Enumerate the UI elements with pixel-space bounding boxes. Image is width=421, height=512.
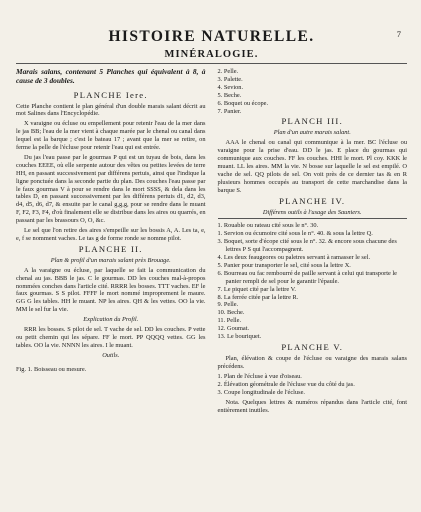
list-item: 11. Pelle.: [217, 317, 242, 325]
plate-3-paragraph: AAA le chenal ou canal qui communique à la mer. BC l'écluse ou varaigne pour la prise d'eau. DD le jas. E place du gourmas qui communique aux couches. FF les couches. HHI le mort. Pl coy. KKK le muant. LL les aires. MM la vie. N bosse sur laquelle le sel est empilé. O vache de sel. QQ pilots de sel. On voit près de ce dernier tas & en R plusieurs hommes occupés au transport de cette marchandise dans la barque S.: [217, 139, 407, 194]
section-title: MINÉRALOGIE.: [164, 49, 259, 60]
list-item: 2. Élévation géométrale de l'écluse vue du côté du jas.: [217, 380, 355, 388]
right-column: [218, 68, 408, 417]
list-item: 6. Boquet ou écope.: [217, 99, 269, 107]
plate-5-note: Nota. Quelques lettres & numéros répandus dans l'article cité, font entièrement inutiles.: [217, 399, 407, 415]
page-title: HISTOIRE NATURELLE.: [108, 28, 315, 45]
intro-paragraph: Marais salans, contenant 5 Planches qui équivalent à 8, à cause de 3 doubles.: [16, 67, 206, 85]
plate-1-paragraph: Du jas l'eau passe par le gourmas P qui est un tuyau de bois, dans les couches EEEE, où elle serpente autour des vêtes ou petites levées de terre HH, en passant successivement par différens pertuis, ainsi que l'indique la ligne ponctuée dans la seconde partie du plan. Des couches l'eau passe par le faux gourmas V à pour se rendre dans le mort SSSS, & dela dans les tables D, en passant successivement par les différens pertuis d1, d2, d3, d4, d5, d6, d7, & ensuite par le canal g,g,g, pour se rendre dans le muant F, F2, F3, F4, d'où finalement elle se distribue dans les aires ou quarrés, en passant par les brassours O, O, &c.: [16, 153, 206, 225]
list-item: 13. Le bouriquet.: [217, 333, 262, 341]
tool-list-continued: [218, 68, 408, 115]
list-item: 5. Panier pour transporter le sel, cité sous la lettre X.: [217, 261, 351, 269]
plate-2-paragraph: A la varaigne ou écluse, par laquelle se fait la communication du chenal au jas. BBB le jas. C le gourmas. DD les couches mal-à-propos nommées conches dans l'article cité. RRRR les bosses. TTT vaches. EF le faux gourmas. S S pilot. FFFF le mort nommé improprement le maure. GG G les tables. HH le muant. NP les aires. QH & les vettes. OO la vie. MM le sel fur la vie.: [16, 266, 206, 314]
list-item: 1. Rouable ou rateau cité sous le n°. 30.: [217, 222, 319, 230]
list-item: 12. Goumat.: [217, 325, 250, 333]
two-column-body: [16, 68, 407, 417]
plate-1-paragraph: Cette Planche contient le plan général d'un double marais salant décrit au mot Salines dans l'Encyclopédie.: [16, 102, 206, 118]
list-item: 3. Palette.: [217, 75, 243, 83]
profile-explanation-paragraph: RRR les bosses. S pilot de sel. T vache de sel. DD les couches. P vette ou petit chemin qui les sépare. FF le mort. PP QQQQ vettes. GG les tables. OO la vie. NNNN les aires. I le muant.: [16, 326, 206, 349]
plate-4-heading: PLANCHE IV.: [279, 195, 346, 206]
plate-4-rule: [218, 218, 408, 219]
list-item: 1. Plan de l'écluse à vue d'oiseau.: [217, 372, 302, 380]
plate-5-heading: PLANCHE V.: [281, 342, 344, 352]
list-item: 7. Le piquet cité par la lettre V.: [217, 285, 297, 293]
list-item: 2. Pelle.: [217, 68, 239, 75]
left-column: [16, 68, 206, 417]
list-item: 5. Beche.: [217, 91, 242, 99]
plate-4-subtitle: Différens outils à l'usage des Sauniers.: [262, 208, 362, 216]
page-number: 7: [396, 29, 401, 39]
plate-1-paragraph: X varaigne ou écluse ou empellement pour retenir l'eau de la mer dans le jas BB; l'eau de la mer vient à chaque marée par le chenal ou canal dans lequel est la barque ; c'est le bateau 17 ; avant que la mer se retire, on ferme la pelle de l'écluse pour retenir l'eau qui est entrée.: [16, 120, 206, 152]
list-item: 1. Servion ou écumoire cité sous le n°. 40. & sous la lettre Q.: [217, 230, 373, 238]
plate-5-figure-list: [218, 373, 408, 397]
list-item: 8. La ferrée citée par la lettre R.: [217, 293, 299, 301]
list-item: 3. Boquet, sorte d'écope cité sous le n°. 32. & encore sous chacune des lettres P S qui l'accompagnent.: [217, 238, 397, 254]
plate-1-heading: PLANCHE Iere.: [73, 89, 148, 100]
list-item: 4. Les deux feaugeores ou paletres servant à ramasser le sel.: [217, 254, 371, 262]
running-head: [16, 28, 407, 46]
list-item: 7. Panier.: [217, 107, 242, 115]
plate-3-heading: PLANCH III.: [281, 116, 344, 127]
plate-3-subtitle: Plan d'un autre marais salant.: [273, 129, 351, 137]
profile-explanation-heading: Explication du Profil.: [83, 316, 139, 324]
outils-heading: Outils.: [102, 351, 120, 359]
header-rule: [16, 63, 407, 64]
list-item: 9. Pelle.: [217, 301, 239, 309]
list-item: 4. Sevion.: [217, 83, 244, 91]
figure-1-caption: Fig. 1. Boisseau ou mesure.: [16, 365, 87, 373]
plate-2-subtitle: Plan & profil d'un marais salant près Brouage.: [50, 256, 171, 264]
plate-5-paragraph: Plan, élévation & coupe de l'écluse ou varaigne des marais salans précédens.: [217, 354, 407, 370]
plate-2-heading: PLANCHE II.: [78, 243, 143, 254]
list-item: 10. Beche.: [217, 309, 245, 317]
plate-1-paragraph: Le sel que l'on retire des aires s'empeille sur les bossis A, A. Les ta, e, e, f se nomment vaches. Le tas g de forme ronde se nomme pilot.: [16, 227, 206, 242]
plate-4-tool-list: [218, 222, 408, 341]
list-item: 6. Bourreau ou fac rembourré de paille servant à celui qui transporte le panier rempli de sel pour le garantir l'épaule.: [217, 269, 397, 285]
list-item: 3. Coupe longitudinale de l'écluse.: [217, 388, 305, 396]
